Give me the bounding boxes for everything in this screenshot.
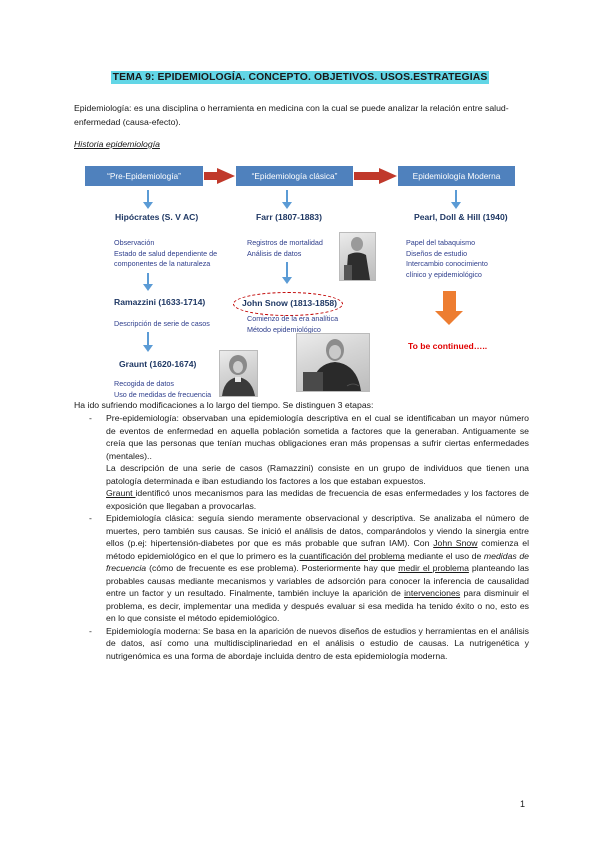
pearl-doll-hill-description: Papel del tabaquismo Diseños de estudio Intercambio conocimiento clínico y epidemiológico (406, 238, 488, 279)
graunt-portrait (219, 350, 258, 397)
list-item-epidemiologia-clasica: - Epidemiología clásica: seguía siendo meramente observacional y descriptiva. Se analizaba el número de muertes, pero también sus causas. Se inició el análisis de datos, comparándolos y viendo la sinergia entre ellos (p.ej: hipertensión-diabetes por que es más probable que sufran IAM). Con John Snow comienza el método epidemiológico en el que lo primero es la cuantificación del problema mediante el uso de medidas de frecuencia (cómo de frecuente es ese problema). Posteriormente hay que medir el problema planteando las probables causas mediante mecanismos y variables de adsorción para conocer la inferencia de causalidad entre un factor y un resultado. Finalmente, también incluye la aparición de intervenciones para disminuir el problema, es decir, implementar una medida y después evaluar si esa medida ha tenido éxito o no, esto es en lo que consiste el método epidemiológico. (89, 513, 530, 623)
stages-intro: Ha ido sufriendo modificaciones a lo largo del tiempo. Se distinguen 3 etapas: (74, 400, 374, 410)
document-title: TEMA 9: EPIDEMIOLOGÍA. CONCEPTO. OBJETIVOS. USOS.ESTRATEGIAS (112, 72, 488, 83)
graunt-description: Recogida de datos Uso de medidas de frecuencia (114, 379, 212, 399)
right-arrow-icon (379, 168, 397, 184)
john-snow-portrait (296, 333, 370, 392)
down-arrow-icon (286, 190, 288, 203)
ramazzini-description: Descripción de serie de casos (114, 319, 210, 328)
farr-portrait (339, 232, 376, 281)
down-arrow-icon (455, 190, 457, 203)
right-arrow-icon (217, 168, 235, 184)
person-pearl-doll-hill: Pearl, Doll & Hill (1940) (414, 212, 508, 222)
stage-box-pre-epidemiologia: “Pre-Epidemiología” (85, 166, 203, 186)
farr-description: Registros de mortalidad Análisis de datos (247, 238, 323, 258)
hipocrates-description: Observación Estado de salud dependiente de componentes de la naturaleza (114, 238, 218, 268)
person-farr: Farr (1807-1883) (256, 212, 322, 222)
person-hipocrates: Hipócrates (S. V AC) (115, 212, 199, 222)
history-heading: Historia epidemiología (74, 139, 160, 149)
intro-paragraph: Epidemiología: es una disciplina o herramienta en medicina con la cual se puede analizar la relación entre salud-enfermedad (causa-efecto). (74, 103, 509, 127)
person-graunt: Graunt (1620-1674) (119, 359, 197, 369)
down-arrow-icon (147, 273, 149, 285)
john-snow-description: Comienzo de la era analítica Método epidemiológico (247, 314, 339, 334)
stage-box-epidemiologia-moderna: Epidemiología Moderna (398, 166, 515, 186)
arrow-shaft-2 (354, 172, 380, 180)
stages-list (74, 412, 529, 662)
stage-box-epidemiologia-clasica: “Epidemiología clásica” (236, 166, 353, 186)
page-number: 1 (520, 799, 526, 809)
person-ramazzini: Ramazzini (1633-1714) (114, 297, 206, 307)
orange-down-arrow-icon (443, 291, 456, 311)
down-arrow-icon (147, 190, 149, 203)
person-john-snow: John Snow (1813-1858) (242, 298, 338, 308)
list-item-pre-epidemiologia: - Pre-epidemiología: observaban una epidemiología descriptiva en el cual se identificaban un mayor número de eventos de enfermedad en aquella población sometida a factores que la generaban. Antiguamente se creía que las personas que tenían muchas obligaciones eran más propensas a sufrir ciertas enfermedades (mentales).. La descripción de una serie de casos (Ramazzini) consiste en un grupo de individuos que tienen una patología determinada e iban estudiando los factores a los que estaban expuestos. Graunt identificó unos mecanismos para las medidas de frecuencia de esas enfermedades y los factores de exposición que llegaban a provocarlas. (89, 413, 529, 511)
down-arrow-icon (147, 332, 149, 346)
list-item-epidemiologia-moderna: - Epidemiología moderna: Se basa en la aparición de nuevos diseños de estudios y herramientas en el análisis de datos, así como una multidisciplinariedad en el análisis o estudio de causas. La nutrigenética y nutrigenómica es una forma de abordaje incluida dentro de esta epidemiología moderna. (89, 625, 529, 661)
arrow-shaft-1 (204, 172, 218, 180)
to-be-continued-label: To be continued….. (408, 341, 488, 351)
down-arrow-icon (286, 262, 288, 278)
